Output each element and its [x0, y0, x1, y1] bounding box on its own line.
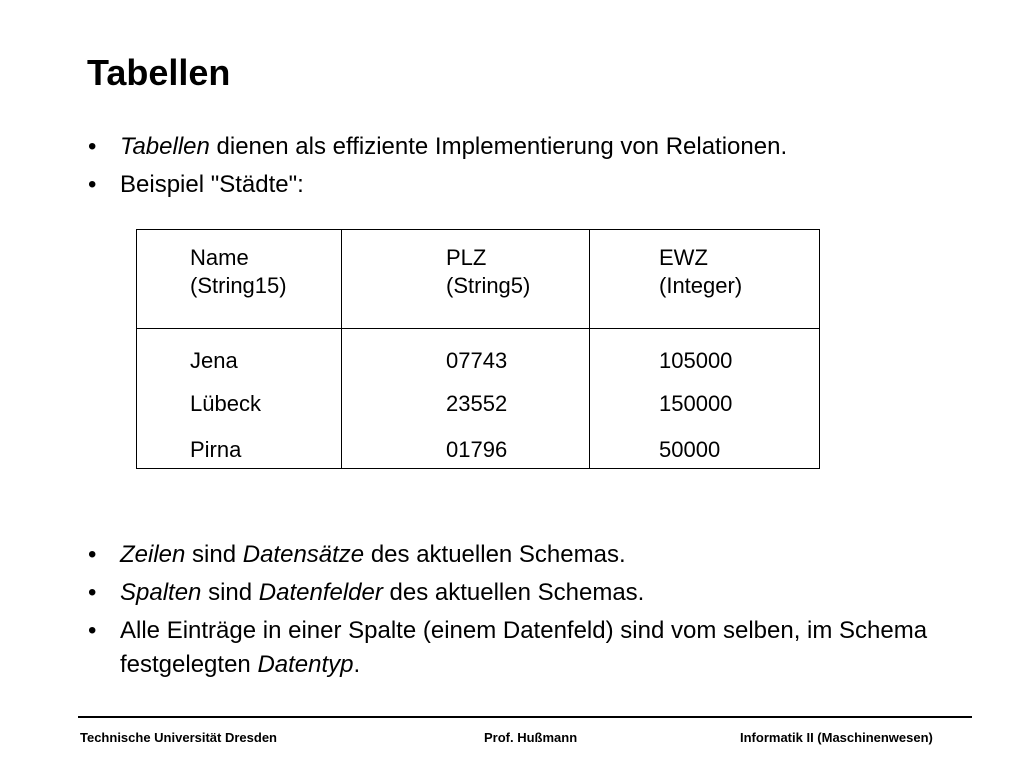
bullet-text-part: Datensätze: [242, 541, 365, 568]
bullet-marker: •: [88, 133, 97, 160]
header-cell-name: [190, 244, 287, 300]
column-type: (Integer): [659, 273, 743, 298]
footer-author: Prof. Hußmann: [484, 730, 578, 745]
bullet-text-part: sind: [201, 579, 259, 606]
header-divider: [137, 328, 819, 329]
bullet-text-part: sind: [185, 541, 243, 568]
bullet-text-part: Tabellen: [120, 133, 210, 160]
bullet-text-part: des aktuellen Schemas.: [364, 541, 626, 568]
table-cell: 105000: [659, 348, 733, 373]
column-type: (String15): [190, 273, 287, 298]
bullet-item: [88, 614, 968, 682]
bullet-text-part: Zeilen: [120, 541, 186, 568]
bullet-text: [120, 614, 968, 682]
header-cell-plz: [446, 244, 530, 300]
bullet-item: [88, 538, 968, 572]
slide-title: Tabellen: [87, 52, 231, 93]
bullet-marker: •: [88, 171, 97, 198]
bullet-text-part: Datenfelder: [258, 579, 383, 606]
footer-course: Informatik II (Maschinenwesen): [740, 730, 933, 745]
table-cell: 50000: [659, 437, 721, 462]
bullet-item: [88, 168, 968, 202]
bullet-text-part: des aktuellen Schemas.: [382, 579, 645, 606]
cities-table: [136, 229, 820, 469]
bullet-text-part: Alle Einträge in einer Spalte (einem Datenfeld) sind vom selben, im Schema festgelegten: [120, 617, 928, 678]
bullet-text: [120, 168, 968, 202]
bullet-text: [120, 576, 968, 610]
bullet-item: [88, 130, 968, 164]
table-cell: Lübeck: [190, 391, 261, 416]
column-type: (String5): [446, 273, 531, 298]
column-divider: [341, 230, 342, 468]
bullet-item: [88, 576, 968, 610]
table-cell: 23552: [446, 391, 508, 416]
table-cell: Pirna: [190, 437, 242, 462]
bullet-list-top: [88, 130, 968, 206]
column-name: EWZ: [659, 245, 708, 270]
bullet-marker: •: [88, 617, 97, 644]
bullet-marker: •: [88, 541, 97, 568]
bullet-text-part: dienen als effiziente Implementierung von Relationen.: [209, 133, 788, 160]
bullet-text-part: Datentyp: [257, 651, 354, 678]
bullet-list-bottom: [88, 538, 968, 686]
bullet-text-part: Spalten: [120, 579, 202, 606]
column-divider: [589, 230, 590, 468]
footer-divider: [78, 716, 972, 718]
bullet-text: [120, 130, 968, 164]
column-name: PLZ: [446, 245, 487, 270]
table-cell: 01796: [446, 437, 508, 462]
table-cell: 150000: [659, 391, 733, 416]
footer-university: Technische Universität Dresden: [80, 730, 277, 745]
table-cell: Jena: [190, 348, 238, 373]
bullet-text-part: .: [353, 651, 361, 678]
table-cell: 07743: [446, 348, 508, 373]
bullet-text: [120, 538, 968, 572]
bullet-marker: •: [88, 579, 97, 606]
bullet-text-part: Beispiel "Städte":: [120, 171, 304, 198]
header-cell-ewz: [659, 244, 742, 300]
column-name: Name: [190, 245, 249, 270]
